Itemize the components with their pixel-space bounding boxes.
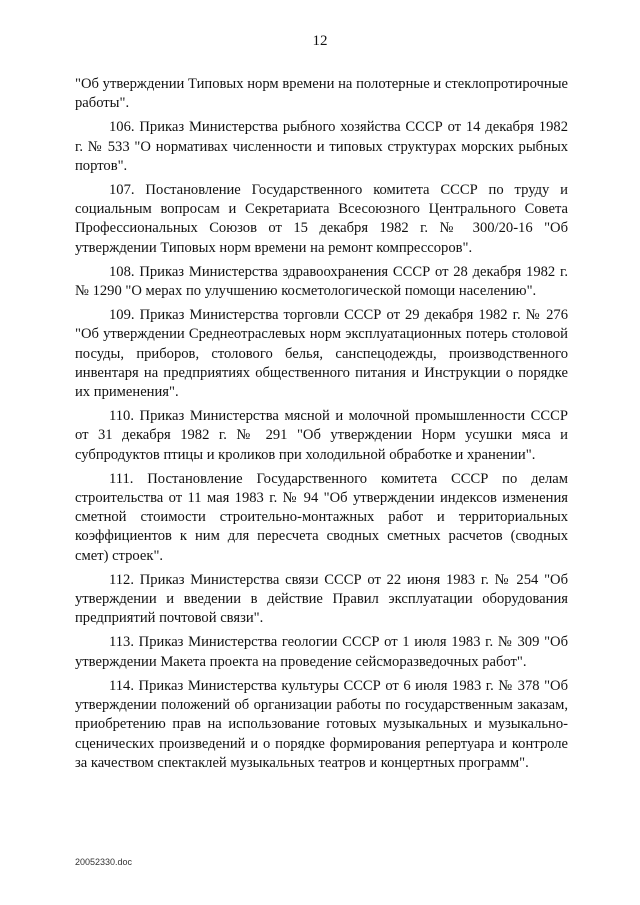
footer-filename: 20052330.doc <box>75 857 133 867</box>
paragraph-item-114: 114. Приказ Министерства культуры СССР от 6 июля 1983 г. № 378 "Об утверждении положений об организации работы по государственным заказам, приобретению прав на использование готовых музыкальных и музыкально-сценических произведений и о порядке формирования репертуара и контроле за качеством спектаклей музыкальных театров и концертных программ". <box>75 677 568 771</box>
paragraph-item-111: 111. Постановление Государственного комитета СССР по делам строительства от 11 мая 1983 г. № 94 "Об утверждении индексов изменения сметной стоимости строительно-монтажных работ и территориальных коэффициентов к ним для пересчета сводных сметных расчетов (сводных смет) строек". <box>75 470 568 564</box>
paragraph-continuation: "Об утверждении Типовых норм времени на полотерные и стеклопротирочные работы". <box>75 76 568 112</box>
paragraph-item-106: 106. Приказ Министерства рыбного хозяйства СССР от 14 декабря 1982 г. № 533 "О нормативах численности и типовых структурах морских рыбных портов". <box>75 119 568 174</box>
document-body <box>75 75 568 778</box>
paragraph-item-112: 112. Приказ Министерства связи СССР от 22 июня 1983 г. № 254 "Об утверждении и введении в действие Правил эксплуатации оборудования предприятий почтовой связи". <box>75 571 568 627</box>
page-number: 12 <box>312 33 328 49</box>
paragraph-item-113: 113. Приказ Министерства геологии СССР от 1 июля 1983 г. № 309 "Об утверждении Макета проекта на проведение сейсморазведочных работ". <box>75 634 568 670</box>
paragraph-item-110: 110. Приказ Министерства мясной и молочной промышленности СССР от 31 декабря 1982 г. № 291 "Об утверждении Норм усушки мяса и субпродуктов птицы и кроликов при холодильной обработке и хранении". <box>75 408 568 463</box>
paragraph-item-107: 107. Постановление Государственного комитета СССР по труду и социальным вопросам и Секретариата Всесоюзного Центрального Совета Профессиональных Союзов от 15 декабря 1982 г. № 300/20-16 "Об утверждении Типовых норм времени на ремонт компрессоров". <box>75 182 568 256</box>
paragraph-item-108: 108. Приказ Министерства здравоохранения СССР от 28 декабря 1982 г. № 1290 "О мерах по улучшению косметологической помощи населению". <box>75 263 568 300</box>
paragraph-item-109: 109. Приказ Министерства торговли СССР от 29 декабря 1982 г. № 276 "Об утверждении Среднеотраслевых норм эксплуатационных потерь столовой посуды, приборов, столового белья, санспецодежды, производственного инвентаря на предприятиях общественного питания и Инструкции о порядке их применения". <box>75 307 568 401</box>
